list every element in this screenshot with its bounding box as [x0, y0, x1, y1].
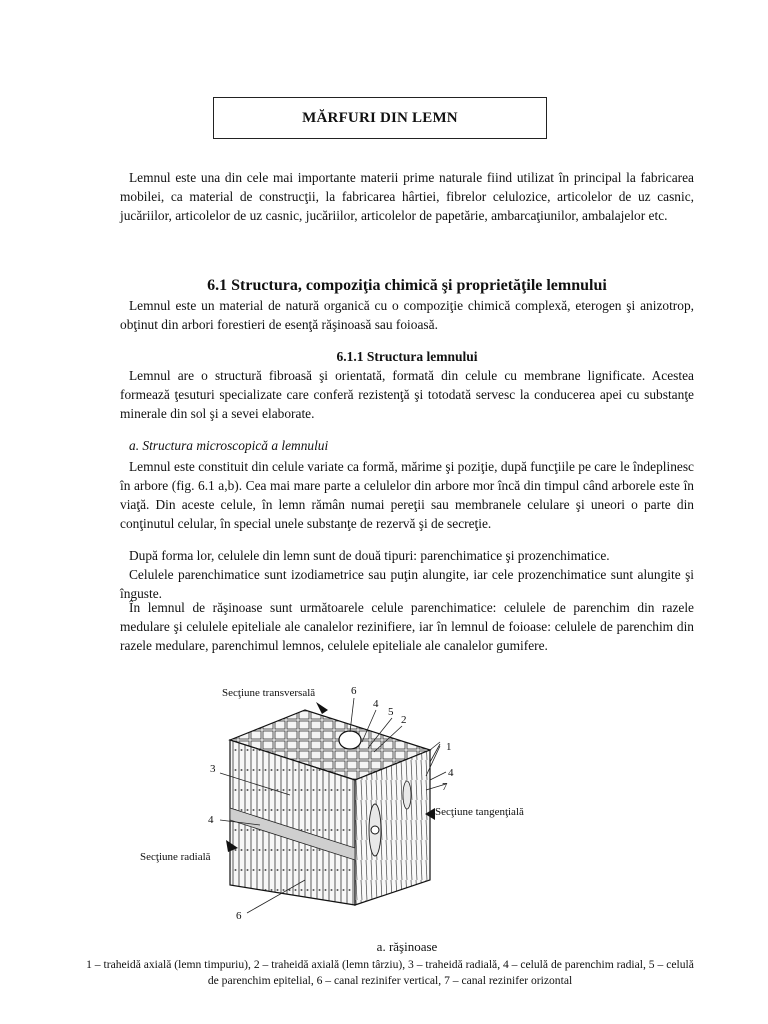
ray-tangential-2 [403, 781, 411, 809]
resin-canal-vertical [339, 731, 361, 749]
number-3: 3 [210, 763, 216, 775]
figure-caption-title: a. răşinoase [376, 939, 438, 954]
number-5: 5 [388, 706, 394, 718]
resin-canal-horizontal [371, 826, 379, 834]
number-4-right: 4 [448, 767, 454, 779]
label-tangential: Secţiune tangenţială [435, 806, 524, 818]
section-paragraph: Lemnul este un material de natură organică cu o compoziţie chimică complexă, eterogen şi anizotrop, obţinut din arbori forestieri de esenţă răşinoasă sau foioasă. [120, 298, 694, 333]
number-6-top: 6 [351, 685, 357, 697]
label-radial: Secţiune radială [140, 851, 211, 863]
micro-paragraph-1: Lemnul este constituit din celule variate ca formă, mărime şi poziţie, după funcţiile pe care le îndeplinesc în arbore (fig. 6.1 a,b). Cea mai mare parte a celulelor din arbore mor încă din timpul când arborele este în viaţă. Din aceste celule, în lemn rămân numai pereţii sau membranele celulare şi uneori o parte din conţinutul celular, în special unele substanţe de rezervă şi de secreţie. [120, 459, 694, 532]
wood-structure-figure [130, 680, 550, 935]
number-1: 1 [446, 741, 452, 753]
figure-caption: 1 – traheidă axială (lemn timpuriu), 2 – traheidă axială (lemn târziu), 3 – traheidă radială, 4 – celulă de parenchim radial, 5 – celulă de parenchim epitelial, 6 – canal rezinifer vertical, 7 – canal rezinifer orizontal [86, 958, 694, 987]
section-heading: 6.1 Structura, compoziţia chimică şi proprietăţile lemnului [207, 277, 607, 294]
number-4-left: 4 [208, 814, 214, 826]
micro-paragraph-2: După forma lor, celulele din lemn sunt de două tipuri: parenchimatice şi prozenchimatice. [129, 548, 610, 563]
arrow-transversal [316, 702, 328, 714]
micro-paragraph-4: În lemnul de răşinoase sunt următoarele celule parenchimatice: celulele de parenchim din razele medulare şi celulele epiteliale ale canalelor rezinifiere, iar în lemnul de foioase: celulele de parenchim din razele medulare, parenchimul lemnos, celulele epiteliale ale canalelor gumifere. [120, 600, 694, 654]
subsection-paragraph: Lemnul are o structură fibroasă şi orientată, formată din celule cu membrane lignificate. Acestea formează ţesuturi specializate care conferă rezistenţă şi totodată servesc la conducerea apei cu substanţe minerale din sol şi a sevei elaborate. [120, 368, 694, 422]
number-2: 2 [401, 714, 407, 726]
intro-paragraph: Lemnul este una din cele mai importante materii prime naturale fiind utilizat în principal la fabricarea mobilei, ca material de construcţii, la fabricarea hârtiei, fibrelor celulozice, articolelor de uz casnic, jucăriilor, articolelor de uz casnic, jucăriilor, articolelor de papetărie, ambarcaţiunilor, ambalajelor etc. [120, 170, 694, 224]
label-transversal: Secţiune transversală [222, 687, 316, 699]
document-title: MĂRFURI DIN LEMN [213, 97, 547, 139]
subsection-heading: 6.1.1 Structura lemnului [336, 349, 478, 364]
number-4-top: 4 [373, 698, 379, 710]
number-7: 7 [442, 781, 448, 793]
micro-heading: a. Structura microscopică a lemnului [129, 438, 329, 453]
number-6-bottom: 6 [236, 910, 242, 922]
micro-paragraph-3: Celulele parenchimatice sunt izodiametrice sau puţin alungite, iar cele prozenchimatice sunt alungite şi înguste. [120, 567, 694, 602]
